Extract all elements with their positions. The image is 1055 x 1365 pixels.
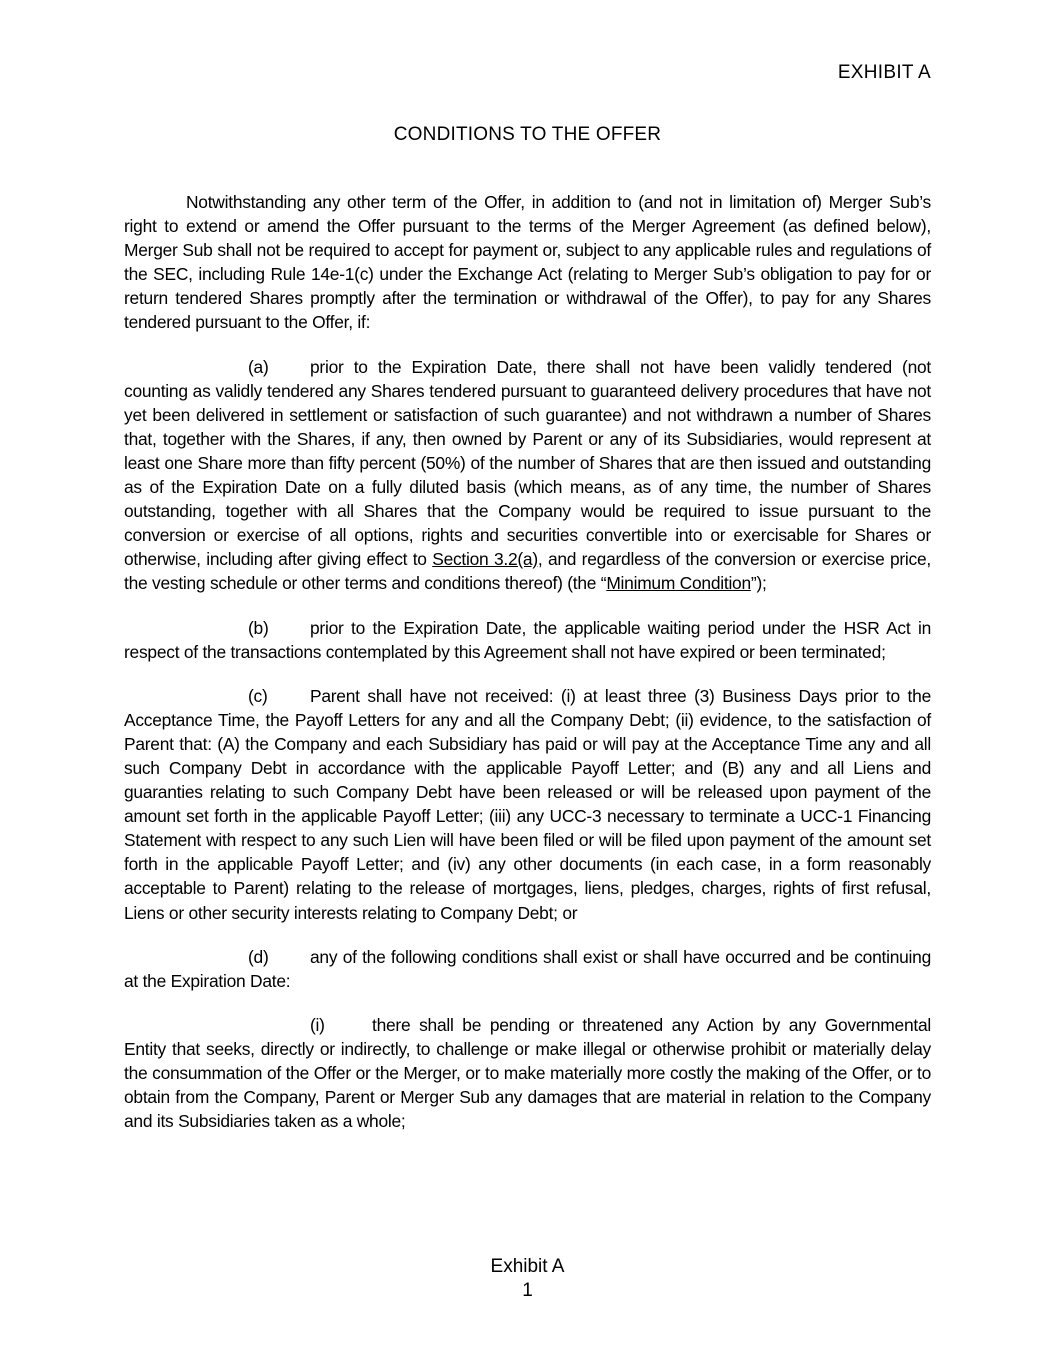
condition-d-i-paragraph [124,1013,931,1133]
condition-d-i-text: there shall be pending or threatened any Action by any Governmental Entity that seeks, directly or indirectly, to challenge or make illegal or otherwise prohibit or materially delay the consummation of the Offer or the Merger, or to make materially more costly the making of the Offer, or to obtain from the Company, Parent or Merger Sub any damages that are material in relation to the Company and its Subsidiaries taken as a whole; [124,1014,931,1132]
defined-term-minimum-condition: Minimum Condition [606,573,751,594]
intro-paragraph: Notwithstanding any other term of the Offer, in addition to (and not in limitation of) Merger Sub’s right to extend or amend the Offer pursuant to the terms of the Merger Agreement (as defined below), Merger Sub shall not be required to accept for payment or, subject to any applicable rules and regulations of the SEC, including Rule 14e-1(c) under the Exchange Act (relating to Merger Sub’s obligation to pay for or return tendered Shares promptly after the termination or withdrawal of the Offer), to pay for any Shares tendered pursuant to the Offer, if: [124,192,931,333]
condition-b-paragraph [124,616,931,664]
condition-d-paragraph [124,945,931,993]
condition-a-paragraph [124,355,931,596]
section-reference: Section 3.2(a) [432,549,538,570]
condition-b-text: prior to the Expiration Date, the applicable waiting period under the HSR Act in respect of the transactions contemplated by this Agreement shall not have expired or been terminated; [124,617,931,662]
condition-a-text-1: prior to the Expiration Date, there shall not have been validly tendered (not counting as validly tendered any Shares tendered pursuant to guaranteed delivery procedures that have not yet been delivered in settlement or satisfaction of such guarantee) and not withdrawn a number of Shares that, together with the Shares, if any, then owned by Parent or any of its Subsidiaries, would represent at least one Share more than fifty percent (50%) of the number of Shares that are then issued and outstanding as of the Expiration Date on a fully diluted basis (which means, as of any time, the number of Shares outstanding, together with all Shares that the Company would be required to issue pursuant to the conversion or exercise of all options, rights and securities convertible into or exercisable for Shares or otherwise, including after giving effect to [124,356,931,570]
condition-a-text-3: ”); [750,573,767,594]
document-title: CONDITIONS TO THE OFFER [393,124,662,145]
condition-b-label: (b) [248,617,269,638]
footer-page-number: 1 [522,1280,533,1301]
condition-c-label: (c) [248,685,268,706]
exhibit-header: EXHIBIT A [837,62,931,83]
condition-d-i-label: (i) [310,1014,325,1035]
document-body [124,190,931,1153]
condition-a-label: (a) [248,356,269,377]
condition-c-text: Parent shall have not received: (i) at least three (3) Business Days prior to the Acceptance Time, the Payoff Letters for any and all the Company Debt; (ii) evidence, to the satisfaction of Parent that: (A) the Company and each Subsidiary has paid or will pay at the Acceptance Time any and all such Company Debt in accordance with the applicable Payoff Letter; and (B) any and all Liens and guaranties relating to such Company Debt have been released or will be released upon payment of the amount set forth in the applicable Payoff Letter; (iii) any UCC-3 necessary to terminate a UCC-1 Financing Statement with respect to any such Lien will have been filed or will be filed upon payment of the amount set forth in the applicable Payoff Letter; and (iv) any other documents (in each case, in a form reasonably acceptable to Parent) relating to the release of mortgages, liens, pledges, charges, rights of first refusal, Liens or other security interests relating to Company Debt; or [124,685,931,923]
condition-a-text-2: , and regardless of the conversion or exercise price, the vesting schedule or other terms and conditions thereof) (the “ [124,549,931,594]
condition-d-label: (d) [248,946,269,967]
footer-exhibit-label: Exhibit A [490,1256,565,1277]
condition-d-text: any of the following conditions shall exist or shall have occurred and be continuing at the Expiration Date: [124,946,931,991]
condition-c-paragraph [124,684,931,925]
